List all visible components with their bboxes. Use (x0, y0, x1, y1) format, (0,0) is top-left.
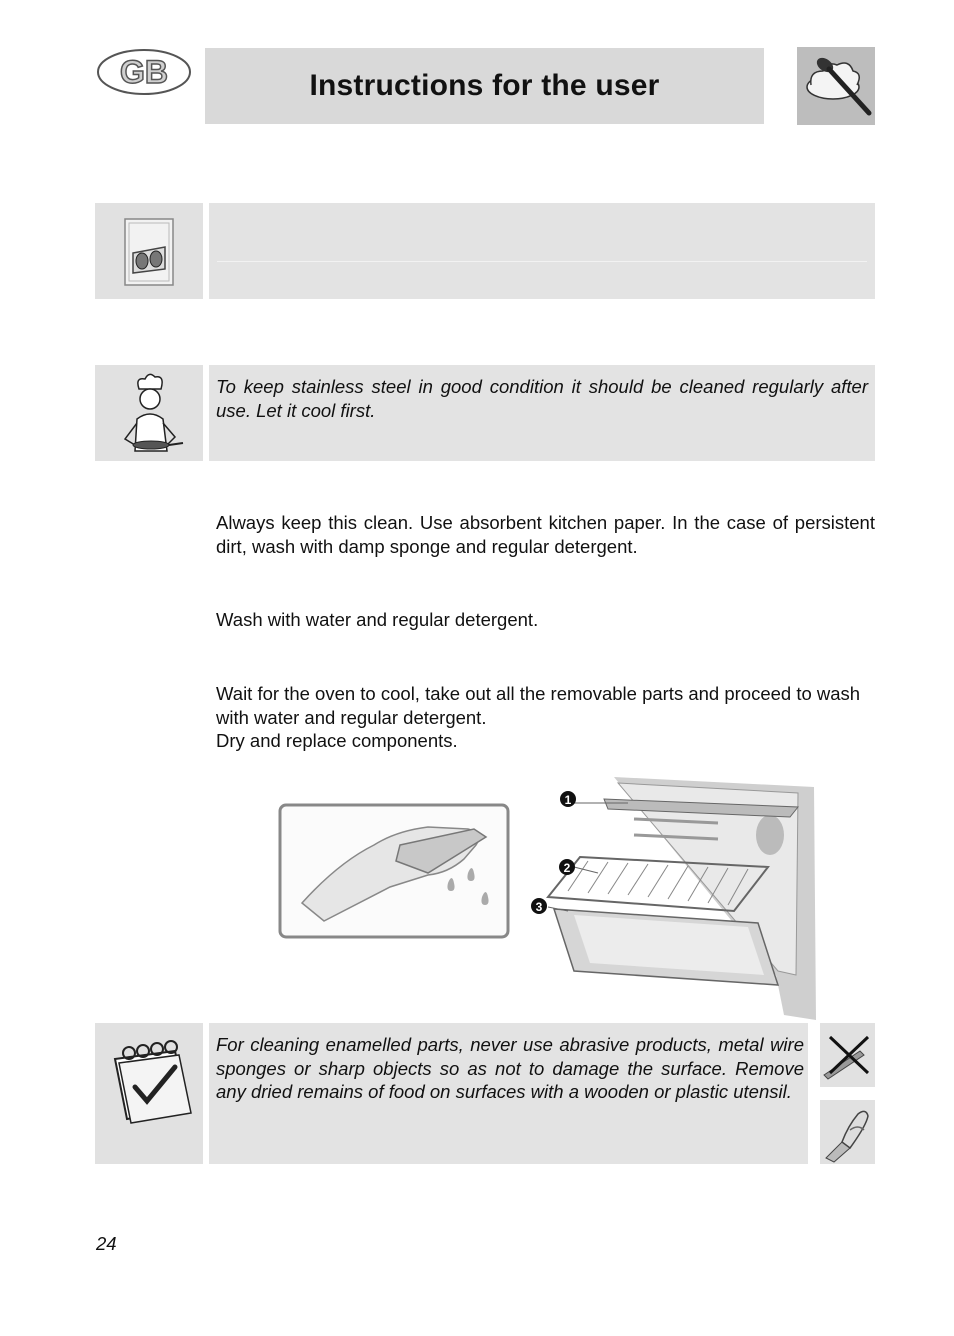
callout-2 (559, 859, 575, 875)
warning-text: For cleaning enamelled parts, never use abrasive products, metal wire sponges or sharp objects so as not to damage the surface. Remove any dried remains of food on surfaces with a wooden or plastic utensil. (216, 1034, 804, 1102)
callout-3 (531, 898, 547, 914)
callout-1-label: 1 (564, 793, 572, 807)
section-title-cell (209, 203, 875, 299)
section-icon-cell (95, 203, 203, 299)
notepad-checkmark-icon (95, 1023, 203, 1164)
cleaning-illustration (278, 775, 818, 1020)
paragraph-dry-replace: Dry and replace components. (216, 730, 458, 751)
paragraph-wash: Wash with water and regular detergent. (216, 609, 539, 630)
header-title-bar (205, 48, 764, 124)
hand-with-sponge-illustration (280, 805, 508, 937)
gb-badge (96, 48, 192, 96)
no-sharp-objects-icon (820, 1023, 875, 1087)
warning-text-cell (209, 1023, 808, 1164)
wooden-utensil-icon (820, 1100, 875, 1164)
callout-1 (560, 791, 576, 807)
oven-interior-illustration (548, 777, 816, 1020)
warning-icon-cell (95, 1023, 203, 1164)
callout-2-label: 2 (563, 861, 571, 875)
paragraph-oven-cool: Wait for the oven to cool, take out all the removable parts and proceed to wash with water and regular detergent. (216, 683, 861, 728)
page-number: 24 (96, 1233, 117, 1254)
chef-spoon-icon (797, 47, 875, 125)
tip-icon-cell (95, 365, 203, 461)
callout-3-label: 3 (535, 900, 543, 914)
section-divider (217, 261, 867, 262)
tip-text-cell (209, 365, 875, 461)
page-title: Instructions for the user (309, 69, 660, 102)
oven-knob-panel-icon (95, 203, 203, 299)
tip-text: To keep stainless steel in good condition it should be cleaned regularly after use. Let it cool first. (216, 376, 868, 421)
gb-badge-text: GB (120, 54, 168, 90)
chef-cooking-icon (95, 365, 203, 461)
paragraph-stainless-steel: Always keep this clean. Use absorbent kitchen paper. In the case of persistent dirt, wash with damp sponge and regular detergent. (216, 512, 875, 557)
section-heading (209, 203, 875, 261)
